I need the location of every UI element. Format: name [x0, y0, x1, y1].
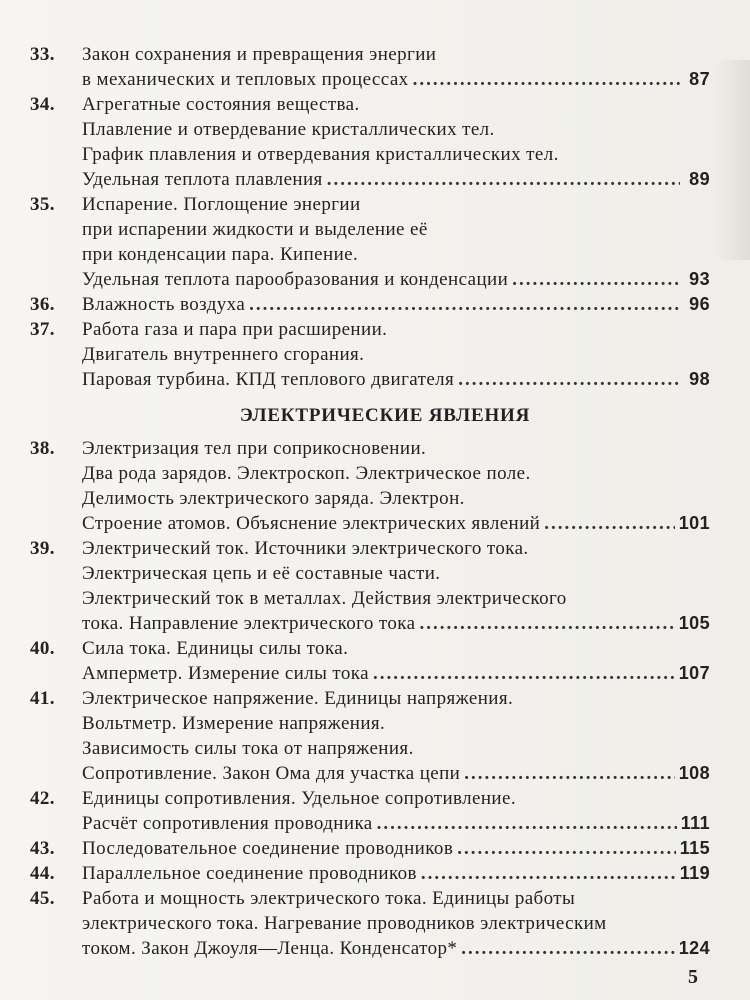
toc-entry-text: Паровая турбина. КПД теплового двигателя — [82, 369, 455, 390]
toc-entry-line — [30, 317, 710, 342]
toc-entry-line — [30, 461, 710, 486]
toc-entry-text: Удельная теплота плавления — [82, 169, 323, 190]
toc-entry-line — [30, 686, 710, 711]
toc-entry-line — [30, 486, 710, 511]
toc-entry-text: Строение атомов. Объяснение электрических явлений — [82, 513, 541, 534]
toc-entry-line — [30, 761, 710, 786]
toc-entry-line — [30, 736, 710, 761]
toc-entry — [30, 536, 710, 636]
toc-entry-number: 36. — [30, 294, 55, 315]
toc-entry-text: Двигатель внутреннего сгорания. — [82, 344, 365, 365]
toc-entry-text: Закон сохранения и превращения энергии — [82, 44, 437, 65]
toc-page-number: 101 — [678, 513, 710, 533]
toc-entry — [30, 42, 710, 92]
dot-leader — [373, 661, 675, 686]
toc-entry-line — [30, 142, 710, 167]
toc-entry-text: Вольтметр. Измерение напряжения. — [82, 713, 386, 734]
dot-leader — [421, 861, 676, 886]
toc-page-number: 96 — [689, 294, 710, 314]
toc-entry-line — [30, 192, 710, 217]
dot-leader — [457, 836, 676, 861]
toc-entry — [30, 317, 710, 392]
toc-entry — [30, 636, 710, 686]
toc-entry — [30, 92, 710, 192]
toc-entry-text: током. Закон Джоуля—Ленца. Конденсатор* — [82, 938, 458, 959]
toc-entry-text: Два рода зарядов. Электроскоп. Электрическое поле. — [82, 463, 531, 484]
toc-entry-text: Испарение. Поглощение энергии — [82, 194, 361, 215]
toc-entry-line — [30, 911, 710, 936]
toc-entry-line — [30, 586, 710, 611]
toc-entry-text: Единицы сопротивления. Удельное сопротивление. — [82, 788, 516, 809]
toc-entry-number: 37. — [30, 319, 55, 340]
toc-entry-line — [30, 67, 710, 92]
toc-entry-line — [30, 42, 710, 67]
toc-entry-text: Удельная теплота парообразования и конденсации — [82, 269, 509, 290]
toc-entry — [30, 436, 710, 536]
dot-leader — [249, 292, 680, 317]
toc-entry — [30, 861, 710, 886]
toc-entry-number: 43. — [30, 838, 55, 859]
toc-page-number: 124 — [678, 938, 710, 958]
toc-group-electric — [30, 436, 710, 961]
toc-entry — [30, 786, 710, 836]
toc-page-number: 111 — [680, 813, 710, 833]
toc-entry-line — [30, 217, 710, 242]
toc-entry-line — [30, 636, 710, 661]
toc-entry-text: Электрический ток в металлах. Действия электрического — [82, 588, 567, 609]
toc-entry-number: 40. — [30, 638, 55, 659]
toc-entry-text: Последовательное соединение проводников — [82, 838, 454, 859]
toc-page-number: 93 — [689, 269, 710, 289]
toc-entry — [30, 192, 710, 292]
toc-entry-number: 41. — [30, 688, 55, 709]
toc-entry-number: 34. — [30, 94, 55, 115]
dot-leader — [377, 811, 677, 836]
toc-group-thermal — [30, 42, 710, 392]
toc-entry-text: Плавление и отвердевание кристаллических тел. — [82, 119, 495, 140]
toc-entry-text: электрического тока. Нагревание проводников электрическим — [82, 913, 607, 934]
dot-leader — [512, 267, 680, 292]
dot-leader — [461, 936, 674, 961]
toc-entry-line — [30, 861, 710, 886]
toc-entry-text: График плавления и отвердевания кристаллических тел. — [82, 144, 559, 165]
toc-page-number: 105 — [678, 613, 710, 633]
dot-leader — [464, 761, 675, 786]
toc-entry-number: 35. — [30, 194, 55, 215]
toc-entry-text: Влажность воздуха — [82, 294, 246, 315]
toc-entry-text: при испарении жидкости и выделение её — [82, 219, 428, 240]
toc-entry-line — [30, 367, 710, 392]
toc-entry-text: Расчёт сопротивления проводника — [82, 813, 373, 834]
toc-entry-text: Агрегатные состояния вещества. — [82, 94, 360, 115]
section-title: ЭЛЕКТРИЧЕСКИЕ ЯВЛЕНИЯ — [239, 405, 531, 426]
toc-page-number: 98 — [689, 369, 710, 389]
toc-entry-line — [30, 711, 710, 736]
toc-entry-line — [30, 511, 710, 536]
toc-entry-line — [30, 611, 710, 636]
toc-entry-line — [30, 661, 710, 686]
dot-leader — [413, 67, 680, 92]
toc-entry-line — [30, 292, 710, 317]
toc-entry-number: 38. — [30, 438, 55, 459]
toc-entry-line — [30, 436, 710, 461]
toc-page-number: 115 — [679, 838, 710, 858]
toc-entry-text: Делимость электрического заряда. Электрон. — [82, 488, 465, 509]
toc-entry-text: в механических и тепловых процессах — [82, 69, 409, 90]
table-of-contents — [30, 42, 710, 961]
toc-entry — [30, 886, 710, 961]
toc-entry-line — [30, 117, 710, 142]
toc-entry-line — [30, 811, 710, 836]
toc-entry-line — [30, 92, 710, 117]
dot-leader — [458, 367, 680, 392]
toc-entry-text: Амперметр. Измерение силы тока — [82, 663, 369, 684]
toc-entry-number: 44. — [30, 863, 55, 884]
toc-entry-line — [30, 786, 710, 811]
toc-entry-text: Работа газа и пара при расширении. — [82, 319, 388, 340]
toc-entry-line — [30, 342, 710, 367]
toc-entry-text: Параллельное соединение проводников — [82, 863, 417, 884]
toc-entry-text: тока. Направление электрического тока — [82, 613, 416, 634]
toc-entry — [30, 686, 710, 786]
toc-entry-line — [30, 267, 710, 292]
toc-entry-text: Электрическое напряжение. Единицы напряжения. — [82, 688, 514, 709]
toc-entry-number: 45. — [30, 888, 55, 909]
toc-entry-line — [30, 886, 710, 911]
toc-entry-text: Электризация тел при соприкосновении. — [82, 438, 427, 459]
toc-entry-line — [30, 167, 710, 192]
toc-entry-line — [30, 561, 710, 586]
dot-leader — [419, 611, 674, 636]
dot-leader — [327, 167, 680, 192]
toc-entry-text: Зависимость силы тока от напряжения. — [82, 738, 414, 759]
toc-entry — [30, 836, 710, 861]
dot-leader — [544, 511, 675, 536]
toc-entry-line — [30, 536, 710, 561]
toc-entry-text: Электрический ток. Источники электрического тока. — [82, 538, 529, 559]
toc-page-number: 89 — [689, 169, 710, 189]
toc-page-number: 107 — [678, 663, 710, 683]
toc-entry-number: 42. — [30, 788, 55, 809]
toc-entry-text: Работа и мощность электрического тока. Единицы работы — [82, 888, 576, 909]
toc-entry-text: Электрическая цепь и её составные части. — [82, 563, 441, 584]
toc-entry-text: при конденсации пара. Кипение. — [82, 244, 359, 265]
toc-entry-text: Сила тока. Единицы силы тока. — [82, 638, 349, 659]
page-edge-shadow — [716, 60, 750, 260]
toc-page-number: 119 — [679, 863, 710, 883]
toc-entry-number: 39. — [30, 538, 55, 559]
toc-page-number: 87 — [689, 69, 710, 89]
toc-entry-number: 33. — [30, 44, 55, 65]
toc-entry-text: Сопротивление. Закон Ома для участка цепи — [82, 763, 461, 784]
toc-entry-line — [30, 836, 710, 861]
toc-entry — [30, 292, 710, 317]
page-number: 5 — [688, 966, 698, 988]
toc-entry-line — [30, 936, 710, 961]
toc-page-number: 108 — [678, 763, 710, 783]
toc-entry-line — [30, 242, 710, 267]
